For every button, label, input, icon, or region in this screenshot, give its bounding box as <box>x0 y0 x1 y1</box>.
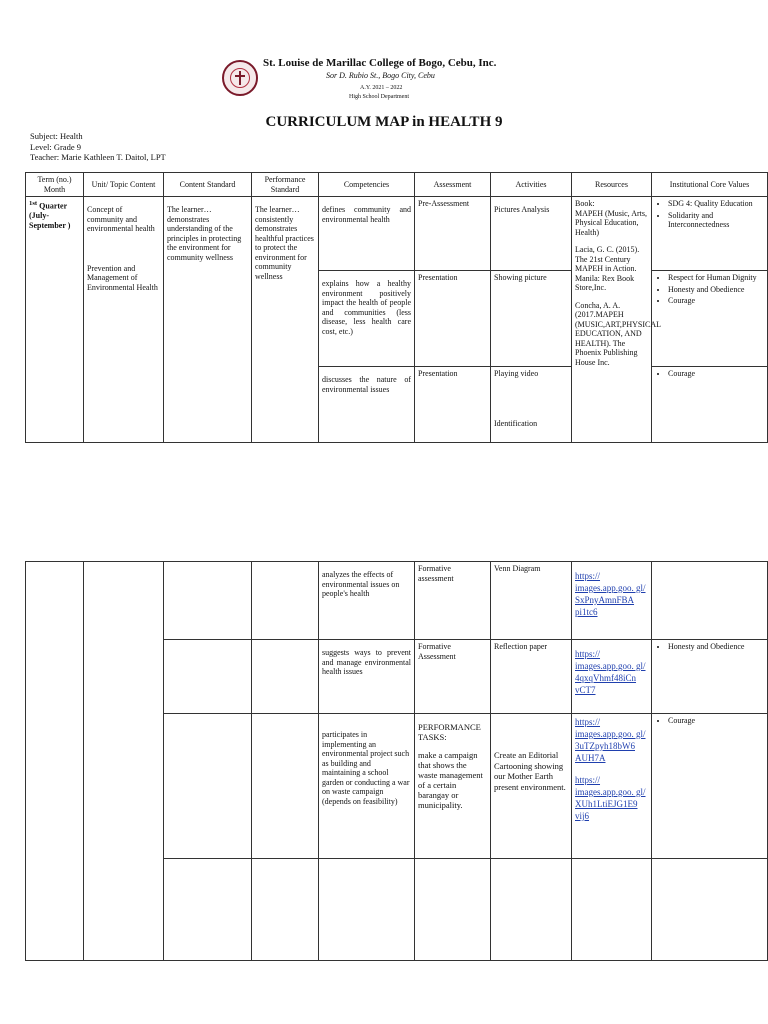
competency-cell: participates in implementing an environmental project such as building and maintaining a school garden or conducting a war on waste campaign (depends on feasibility) <box>319 714 415 859</box>
subject-line: Subject: Health <box>30 131 83 141</box>
assessment-cell-empty <box>415 859 491 961</box>
curriculum-table-page1 <box>25 172 768 443</box>
resource-link[interactable]: https:// images.app.goo. gl/ 3uTZpyh18bW6 AUH7A <box>575 717 646 763</box>
core-value-item: • Honesty and Obedience <box>668 642 764 652</box>
curriculum-table-page2 <box>25 561 768 961</box>
resource-link[interactable]: https:// images.app.goo. gl/ SxPnyAmnFBA pi1tc6 <box>575 571 646 617</box>
term-cell: $^{1st}$ Quarter (July-September ) <box>26 197 84 443</box>
core-values-cell <box>652 271 768 367</box>
header-topic: Unit/ Topic Content <box>84 173 164 197</box>
term-cell-empty <box>26 562 84 961</box>
competency-cell: defines community and environmental health <box>319 197 415 271</box>
resources-cell <box>572 640 652 714</box>
activity-cell: Reflection paper <box>491 640 572 714</box>
performance-tasks-label: PERFORMANCE TASKS: <box>418 722 481 742</box>
school-address: Sor D. Rubio St., Bogo City, Cebu <box>326 71 435 80</box>
performance-standard-cell-empty <box>252 562 319 640</box>
competency-cell: explains how a healthy environment positively impact the health of people and communities (less disease, less health care cost, etc.) <box>319 271 415 367</box>
header-performance-standard: Performance Standard <box>252 173 319 197</box>
resources-cell <box>572 714 652 859</box>
core-value-item: • Courage <box>668 296 764 306</box>
topic-cell-empty <box>84 562 164 961</box>
content-standard-cell-empty <box>164 714 252 859</box>
document-header <box>0 0 768 110</box>
teacher-line: Teacher: Marie Kathleen T. Daitol, LPT <box>30 152 166 162</box>
core-values-cell <box>652 197 768 271</box>
content-standard-cell-empty <box>164 859 252 961</box>
resource-link[interactable]: https:// images.app.goo. gl/ 4qxqVhmf48iCn vCT7 <box>575 649 646 695</box>
competency-cell: discusses the nature of environmental issues <box>319 367 415 443</box>
assessment-cell: Presentation <box>415 271 491 367</box>
competency-cell-empty <box>319 859 415 961</box>
header-resources: Resources <box>572 173 652 197</box>
core-value-item: • Courage <box>668 369 764 379</box>
core-value-item: • Honesty and Obedience <box>668 285 764 295</box>
school-name: St. Louise de Marillac College of Bogo, Cebu, Inc. <box>263 57 497 69</box>
content-standard-cell-empty <box>164 640 252 714</box>
level-line: Level: Grade 9 <box>30 141 81 152</box>
resources-cell: Book: MAPEH (Music, Arts, Physical Education, Health) Lacia, G. C. (2015). The 21st Century MAPEH in Action. Manila: Rex Book Store,Inc. Concha, A. A. (2017.MAPEH (MUSIC,ART,PHYSICAL EDUCATION, AND HEALTH). The Phoenix Publishing House Inc. <box>572 197 652 443</box>
activity-cell: Venn Diagram <box>491 562 572 640</box>
core-value-item: • Solidarity and Interconnectedness <box>668 211 764 230</box>
performance-standard-cell-empty <box>252 640 319 714</box>
core-value-item: • Courage <box>668 716 764 726</box>
content-standard-cell-empty <box>164 562 252 640</box>
activity-cell: Playing video Identification <box>491 367 572 443</box>
performance-standard-cell: The learner… consistently demonstrates healthful practices to protect the environment for community wellness <box>252 197 319 443</box>
activity-cell: Showing picture <box>491 271 572 367</box>
header-activities: Activities <box>491 173 572 197</box>
assessment-cell: Formative assessment <box>415 562 491 640</box>
school-year: A.Y. 2021 – 2022 <box>360 85 403 91</box>
performance-standard-cell-empty <box>252 859 319 961</box>
core-values-cell <box>652 640 768 714</box>
document-meta <box>30 131 166 163</box>
core-value-item: • Respect for Human Dignity <box>668 273 764 283</box>
school-department: High School Department <box>349 94 409 100</box>
activity-cell-empty <box>491 859 572 961</box>
header-term: Term (no.) Month <box>26 173 84 197</box>
header-competencies: Competencies <box>319 173 415 197</box>
school-seal-logo <box>222 60 258 96</box>
content-standard-cell: The learner… demonstrates understanding of the principles in protecting the environment for community wellness <box>164 197 252 443</box>
core-value-item: • SDG 4: Quality Education <box>668 199 764 209</box>
assessment-cell: Presentation <box>415 367 491 443</box>
topic-cell: Concept of community and environmental health Prevention and Management of Environmental Health <box>84 197 164 443</box>
resource-link[interactable]: https:// images.app.goo. gl/ XUh1LtiEJG1E9 vij6 <box>575 775 646 821</box>
header-assessment: Assessment <box>415 173 491 197</box>
performance-standard-cell-empty <box>252 714 319 859</box>
core-values-cell-empty <box>652 859 768 961</box>
assessment-cell: Formative Assessment <box>415 640 491 714</box>
core-values-cell <box>652 367 768 443</box>
assessment-cell: Pre-Assessment <box>415 197 491 271</box>
assessment-cell: PERFORMANCE TASKS: make a campaign that shows the waste management of a certain barangay or municipality. <box>415 714 491 859</box>
competency-cell: analyzes the effects of environmental issues on people's health <box>319 562 415 640</box>
page-title: CURRICULUM MAP in HEALTH 9 <box>265 114 503 130</box>
competency-cell: suggests ways to prevent and manage environmental health issues <box>319 640 415 714</box>
resources-cell <box>572 562 652 640</box>
header-core-values: Institutional Core Values <box>652 173 768 197</box>
header-content-standard: Content Standard <box>164 173 252 197</box>
core-values-cell-empty <box>652 562 768 640</box>
resources-cell-empty <box>572 859 652 961</box>
activity-cell: Pictures Analysis <box>491 197 572 271</box>
core-values-cell <box>652 714 768 859</box>
activity-cell: Create an Editorial Cartooning showing our Mother Earth present environment. <box>491 714 572 859</box>
